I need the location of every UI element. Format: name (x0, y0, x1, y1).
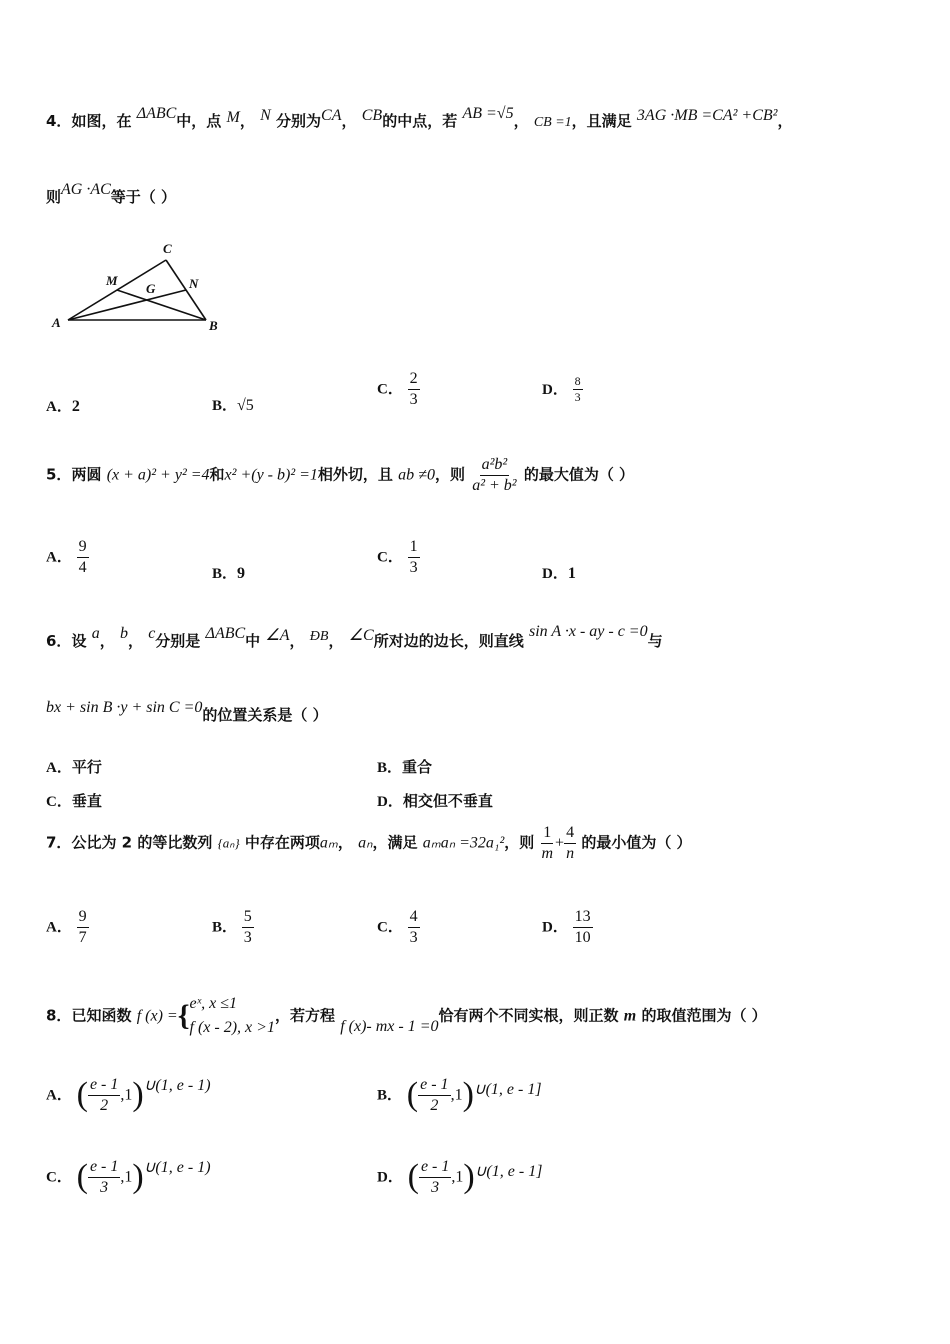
frac-num: 9 (77, 908, 89, 928)
option-value: 2 (71, 398, 80, 415)
q4-option-d[interactable] (542, 375, 583, 404)
frac-num: 2 (408, 370, 420, 390)
q6-number: 6． (46, 632, 72, 650)
q4-text: 的中点，若 (382, 112, 458, 130)
frac-den: n (566, 844, 575, 862)
frac-den: 4 (78, 558, 87, 576)
q4-math-M: M (226, 109, 240, 126)
q5-fraction (470, 456, 518, 494)
frac-num: 1 (541, 824, 553, 844)
q5-text: 两圆 (71, 465, 102, 484)
option-label: B． (212, 919, 238, 936)
option-fraction (573, 908, 593, 946)
q7-fraction-1 (539, 824, 555, 862)
q6-option-d[interactable] (377, 790, 493, 811)
paren-close: ) (132, 1158, 144, 1196)
option-value: 相交但不垂直 (402, 792, 493, 810)
frac-num: 4 (408, 908, 420, 928)
q6-text: ， (289, 632, 305, 650)
q4-text: 分别为 (276, 112, 322, 130)
q6-text: ， (127, 632, 143, 650)
q5-option-a[interactable] (46, 538, 89, 576)
q8-option-b[interactable] (377, 1076, 542, 1114)
paren-close: ) (463, 1158, 475, 1196)
frac-den: 3 (574, 390, 581, 405)
q8-text: 恰有两个不同实根，则正数 (438, 1006, 619, 1025)
frac-num: e - 1 (88, 1158, 120, 1178)
frac-den: 10 (574, 928, 591, 946)
option-label: A． (46, 549, 72, 566)
label-C: C (163, 241, 172, 256)
frac-den: 3 (243, 928, 252, 946)
option-label: D． (377, 1169, 403, 1186)
q7-stem (46, 824, 692, 862)
q4-option-b[interactable] (212, 394, 254, 415)
option-value: 平行 (71, 758, 102, 776)
q6-text: 中 (245, 632, 261, 650)
frac-num: 8 (573, 375, 583, 390)
option-value: 9 (237, 565, 246, 582)
interval-tail: ,1 (451, 1168, 464, 1186)
paren-open: ( (76, 1158, 88, 1196)
paren-open: ( (76, 1076, 88, 1114)
union-part: ∪(1, e - 1] (474, 1162, 543, 1180)
q7-fraction-2 (564, 824, 576, 862)
q4-math-N: N (260, 107, 271, 124)
q6-math-a: a (91, 625, 100, 642)
option-label: C． (377, 919, 403, 936)
q4-number: 4． (46, 112, 72, 130)
q7-text: ， (337, 833, 353, 852)
q8-text: 的取值范围为（ ） (641, 1006, 767, 1025)
label-G: G (146, 281, 156, 296)
frac-num: 9 (77, 538, 89, 558)
label-A: A (52, 315, 61, 330)
q7-option-d[interactable] (542, 908, 593, 946)
frac-den: 3 (409, 390, 418, 408)
q7-option-a[interactable] (46, 908, 89, 946)
q6-math-b: b (119, 625, 128, 642)
q6-text: 分别是 (155, 632, 201, 650)
frac-den: 3 (409, 928, 418, 946)
option-fraction (573, 375, 583, 404)
q8-text: ，若方程 (274, 1006, 335, 1025)
q6-option-c[interactable] (46, 790, 102, 811)
piecewise-case-1: eˣ, x ≤1 (189, 995, 238, 1012)
q5-math-ab: ab ≠0 (398, 466, 435, 484)
q7-number: 7． (46, 833, 72, 852)
q6-math-c: c (148, 625, 156, 642)
frac-num: e - 1 (88, 1076, 120, 1096)
q7-option-c[interactable] (377, 908, 420, 946)
option-label: B． (212, 398, 238, 414)
option-fraction (88, 1076, 120, 1114)
q4-text: 则 (46, 188, 62, 206)
q6-math-angle-c: ∠C (348, 627, 374, 644)
q4-text: 如图，在 (71, 112, 132, 130)
frac-num: e - 1 (418, 1076, 450, 1096)
q6-option-b[interactable] (377, 756, 432, 777)
q6-text: ， (99, 632, 115, 650)
q8-math-f: f (x) = (136, 1007, 178, 1025)
q7-text: 中存在两项 (244, 833, 320, 852)
union-part: ∪(1, e - 1) (143, 1076, 211, 1094)
piecewise-case-2: f (x - 2), x >1 (189, 1019, 275, 1036)
q8-text: 已知函数 (71, 1006, 132, 1025)
q5-option-c[interactable] (377, 538, 420, 576)
q5-text: 的最大值为（ ） (523, 465, 635, 484)
q6-math-line1: sin A ·x - ay - c =0 (528, 623, 648, 640)
median-BM (117, 290, 206, 320)
q8-option-d[interactable] (377, 1158, 542, 1196)
frac-den: 7 (78, 928, 87, 946)
q5-number: 5． (46, 465, 72, 484)
q8-number: 8． (46, 1006, 72, 1025)
frac-num: 4 (564, 824, 576, 844)
q7-text: ，满足 (372, 833, 418, 852)
option-label: C． (46, 1169, 72, 1186)
q5-stem (46, 456, 634, 494)
option-label: B． (212, 566, 238, 582)
option-fraction (408, 908, 420, 946)
option-value: 垂直 (71, 792, 102, 810)
brace-icon: { (177, 999, 190, 1032)
q6-text: 所对边的边长，则直线 (373, 632, 524, 650)
q5-math-circle1: (x + a)² + y² =4 (106, 466, 210, 484)
paren-close: ) (462, 1076, 474, 1114)
paren-open: ( (407, 1158, 419, 1196)
q6-math-angle-a: ∠A (265, 627, 290, 644)
median-AN (68, 290, 186, 320)
q8-option-c[interactable] (46, 1158, 211, 1196)
q5-text: 和 (209, 465, 225, 484)
option-fraction (88, 1158, 120, 1196)
option-fraction (419, 1158, 451, 1196)
frac-den: 2 (430, 1096, 439, 1114)
interval-tail: ,1 (120, 1086, 133, 1104)
q4-text: ，且满足 (571, 112, 632, 130)
q4-text: ， (777, 112, 793, 130)
q7-math-seq: {aₙ} (217, 835, 240, 851)
q8-stem (46, 992, 767, 1040)
frac-den: a² + b² (472, 476, 517, 494)
q5-math-circle2: x² +(y - b)² =1 (224, 466, 318, 484)
option-label: A． (46, 399, 72, 415)
q5-option-b[interactable] (212, 562, 245, 583)
frac-num: 5 (242, 908, 254, 928)
frac-num: 13 (573, 908, 593, 928)
q8-math-m: m (623, 1007, 637, 1025)
q4-triangle-figure (46, 238, 236, 338)
q4-math-CB: CB (361, 107, 383, 124)
option-value: √5 (237, 397, 254, 414)
q6-stem-line2 (46, 699, 328, 725)
q6-math-triangle: ΔABC (205, 625, 246, 642)
q5-option-d[interactable] (542, 562, 576, 583)
q6-text: 设 (71, 632, 87, 650)
q5-text: 相外切，且 (317, 465, 393, 484)
q4-math-condition: 3AG ·MB =CA² +CB² (636, 107, 778, 124)
option-label: D． (377, 794, 403, 810)
plus-sign: + (555, 834, 565, 852)
option-label: B． (377, 1087, 403, 1104)
paren-close: ) (132, 1076, 144, 1114)
q7-text: ，则 (504, 833, 535, 852)
q4-text: ， (341, 112, 357, 130)
union-part: ∪(1, e - 1) (143, 1158, 211, 1176)
q4-stem-line2 (46, 181, 177, 207)
interval-tail: ,1 (120, 1168, 133, 1186)
q6-text: ， (328, 632, 344, 650)
q6-stem-line1 (46, 623, 663, 651)
q4-text: ， (513, 112, 529, 130)
option-fraction (408, 370, 420, 408)
q7-math-am: aₘ (319, 834, 338, 852)
q6-math-line2: bx + sin B ·y + sin C =0 (46, 699, 203, 716)
option-label: A． (46, 760, 72, 776)
q7-text: 的最小值为（ ） (581, 833, 692, 852)
union-part: ∪(1, e - 1] (473, 1080, 542, 1098)
option-label: D． (542, 382, 568, 399)
q8-math-equation: f (x)- mx - 1 =0 (340, 1017, 439, 1035)
frac-den: m (541, 844, 554, 862)
option-label: B． (377, 760, 403, 776)
label-N: N (189, 276, 199, 291)
paren-open: ( (406, 1076, 419, 1114)
interval-tail: ,1 (450, 1086, 463, 1104)
frac-num: e - 1 (419, 1158, 451, 1178)
option-label: C． (377, 549, 403, 566)
option-value: 重合 (402, 758, 433, 776)
q4-option-a[interactable] (46, 395, 80, 416)
q6-option-a[interactable] (46, 756, 102, 777)
q7-option-b[interactable] (212, 908, 254, 946)
option-label: C． (377, 381, 403, 398)
q8-piecewise (190, 992, 275, 1040)
q7-math-condition: aₘaₙ =32a₁² (422, 834, 505, 852)
q4-option-c[interactable] (377, 370, 420, 408)
q4-math-AB: AB =√5 (462, 105, 514, 122)
option-fraction (418, 1076, 450, 1114)
option-label: A． (46, 1087, 72, 1104)
frac-den: 3 (431, 1178, 440, 1196)
q4-math-CA: CA (321, 107, 342, 124)
option-fraction (77, 908, 89, 946)
frac-num: 1 (408, 538, 420, 558)
option-label: A． (46, 919, 72, 936)
frac-den: 2 (100, 1096, 109, 1114)
frac-den: 3 (100, 1178, 109, 1196)
q5-text: ，则 (434, 465, 465, 484)
q4-math-CB1: CB =1 (533, 115, 572, 130)
option-label: D． (542, 919, 568, 936)
q4-math-ask: AG ·AC (61, 181, 111, 198)
option-fraction (408, 538, 420, 576)
q6-text: 的位置关系是（ ） (202, 706, 328, 724)
q7-math-an: aₙ (358, 834, 373, 852)
option-fraction (242, 908, 254, 946)
q4-text: 中，点 (176, 112, 222, 130)
q4-text: ， (239, 112, 255, 130)
q4-text: 等于（ ） (110, 188, 177, 206)
q6-text: 与 (647, 632, 663, 650)
option-label: D． (542, 566, 568, 582)
frac-den: 3 (409, 558, 418, 576)
label-M: M (106, 273, 118, 288)
option-label: C． (46, 794, 72, 810)
label-B: B (209, 318, 218, 333)
q8-option-a[interactable] (46, 1076, 211, 1114)
q6-math-angle-b: ÐB (309, 629, 329, 644)
q4-math-triangle: ΔABC (136, 105, 177, 122)
frac-num: a²b² (480, 456, 510, 476)
q7-text: 公比为 2 的等比数列 (71, 833, 213, 852)
q4-stem-line1 (46, 105, 793, 131)
option-fraction (77, 538, 89, 576)
option-value: 1 (567, 565, 576, 582)
